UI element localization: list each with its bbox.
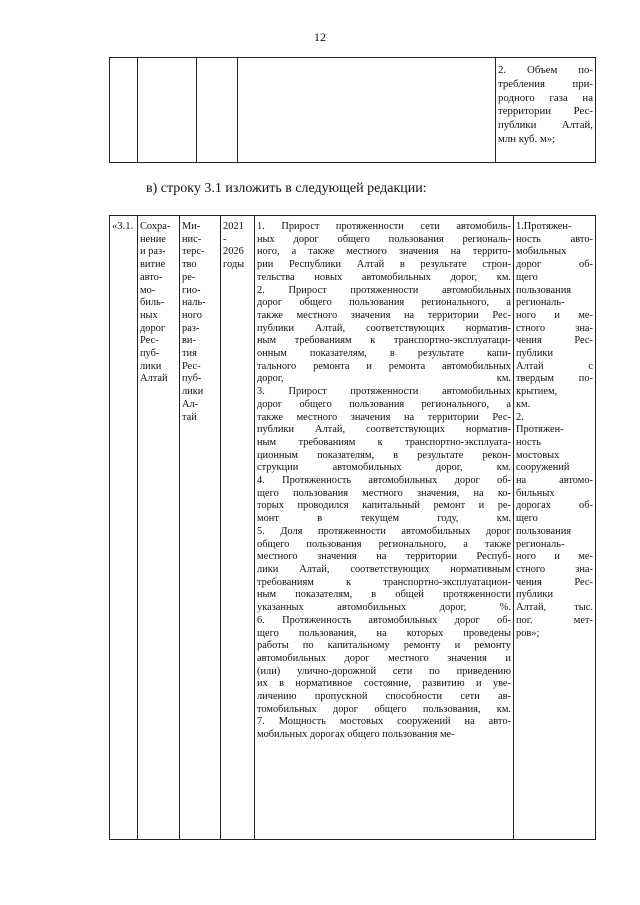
text-line: 2021	[223, 221, 244, 232]
text-line: дорог общего пользования регионального, а	[257, 398, 511, 410]
text-line: Алтай, тыс.	[516, 602, 593, 614]
text-line: (или) улично-дорожной сети по приведению	[257, 665, 511, 677]
executor-cell	[180, 216, 221, 840]
text-line: млн куб. м»;	[498, 132, 556, 145]
table-row	[110, 216, 596, 840]
indicators-text	[257, 221, 511, 742]
text-line: пуб-	[182, 373, 202, 385]
page-number: 12	[314, 30, 326, 44]
text-line: дорог об-	[516, 259, 593, 271]
text-line: терс-	[182, 246, 205, 258]
text-line: ность	[516, 436, 541, 448]
text-line: пользования	[516, 284, 572, 296]
row-number: «3.1.	[112, 221, 134, 232]
text-line: ре-	[182, 271, 196, 283]
text-line: тального ремонта и ремонта автомобильных	[257, 360, 511, 372]
table-cell	[238, 58, 496, 163]
text-line: -	[223, 233, 227, 245]
text-line: ного, а также местного значения на террито-	[257, 246, 511, 258]
text-line: мобильных дорогах общего пользования ме-	[257, 729, 455, 741]
text-line: 5. Доля протяженности автомобильных дорог	[257, 525, 511, 537]
text-line: ным требованиям к транспортно-эксплуатаци-	[257, 335, 511, 347]
text-line: чения Рес-	[516, 576, 593, 588]
text-line: требованиям к транспортно-эксплуатацион-	[257, 576, 511, 588]
text-line: и раз-	[140, 246, 166, 258]
text-line: монт в текущем году, км.	[257, 513, 511, 525]
text-line: тво	[182, 259, 197, 271]
text-line: бильных	[516, 487, 555, 499]
text-line: тия	[182, 348, 197, 360]
text-line: биль-	[140, 297, 165, 309]
text-line: 1. Прирост протяженности сети автомобиль-	[257, 221, 511, 232]
text-line: 6. Протяженность автомобильных дорог об-	[257, 614, 511, 626]
text-line: сооружений	[516, 462, 570, 474]
text-line: годы	[223, 259, 245, 271]
text-line: пользования	[516, 525, 572, 537]
text-line: работы по капитальному ремонту и ремонту	[257, 640, 511, 652]
text-line: публики	[516, 589, 554, 601]
text-line: также местного значения на территории Рес-	[257, 309, 511, 321]
text-line: общего пользования регионального, а также	[257, 538, 511, 550]
text-line: лики Алтай, соответствующих нормативным	[257, 563, 511, 575]
text-line: ного и ме-	[516, 309, 593, 321]
text-line: рии Республики Алтай в результате строи-	[257, 259, 511, 271]
text-line: щего пользования, на которых проведены	[257, 627, 511, 639]
text-line: Рес-	[140, 335, 159, 347]
text-line: дорог общего пользования регионального, а	[257, 297, 511, 309]
text-line: Ми-	[182, 221, 201, 232]
text-line: ным показателям, в общей протяженности	[257, 589, 511, 601]
text-line: их в нормативное состояние, развитию и уве-	[257, 678, 511, 690]
text-line: 2. Прирост протяженности автомобильных	[257, 284, 511, 296]
text-line: авто-	[140, 271, 163, 283]
text-line: ных дорог общего пользования региональ-	[257, 233, 511, 245]
executor-name	[182, 221, 218, 424]
table-row	[110, 58, 596, 163]
text-line: твердым по-	[516, 373, 593, 385]
program-name	[140, 221, 177, 386]
indicator-text	[498, 58, 593, 147]
main-table	[109, 215, 596, 840]
text-line: раз-	[182, 322, 200, 334]
table-cell	[110, 58, 138, 163]
text-line: также местного значения на территории Рес-	[257, 411, 511, 423]
text-line: щего	[516, 513, 538, 525]
text-line: дорог, км.	[257, 373, 511, 385]
text-line: нис-	[182, 233, 202, 245]
text-line: щего	[516, 271, 538, 283]
text-line: 2. Объем по-	[498, 64, 593, 76]
text-line: родного газа на	[498, 91, 593, 104]
period-cell	[221, 216, 255, 840]
text-line: публики Алтай, соответствующих норматив-	[257, 424, 511, 436]
text-line: стного зна-	[516, 563, 593, 575]
text-line: 7. Мощность мостовых сооружений на авто-	[257, 716, 511, 728]
text-line: ного	[182, 309, 202, 321]
text-line: гио-	[182, 284, 201, 296]
text-line: Протяжен-	[516, 424, 564, 436]
targets-text	[516, 221, 593, 640]
text-line: Ал-	[182, 398, 199, 410]
text-line: территории Рес-	[498, 105, 593, 118]
text-line: местного значения на территории Респуб-	[257, 551, 511, 563]
text-line: ным требованиям к транспортно-эксплуата-	[257, 436, 511, 448]
text-line: региональ-	[516, 538, 565, 550]
indicators-cell	[255, 216, 514, 840]
top-table	[109, 57, 596, 163]
name-cell	[138, 216, 180, 840]
intro-text: в) строку 3.1 изложить в следующей редакции:	[146, 181, 427, 196]
text-line: требления при-	[498, 77, 593, 90]
text-line: чения Рес-	[516, 335, 593, 347]
text-line: ного и ме-	[516, 551, 593, 563]
text-line: 1.Протяжен-	[516, 221, 572, 232]
text-line: указанных автомобильных дорог, %.	[257, 602, 511, 614]
text-line: публики Алтай, соответствующих норматив-	[257, 322, 511, 334]
text-line: региональ-	[516, 297, 565, 309]
text-line: щего пользования местного значения, на ко-	[257, 487, 511, 499]
text-line: ных	[140, 309, 158, 321]
text-line: км.	[516, 398, 531, 410]
text-line: автомобильных дорог местного значения и	[257, 652, 511, 664]
text-line: тай	[182, 411, 197, 423]
text-line: 3. Прирост протяженности автомобильных	[257, 386, 511, 398]
text-line: 2026	[223, 246, 244, 258]
text-line: торых проводился капитальный ремонт и ре-	[257, 500, 511, 512]
text-line: ность авто-	[516, 233, 593, 245]
text-line: дорогах об-	[516, 500, 593, 512]
text-line: лики	[182, 386, 204, 398]
text-line: ров»;	[516, 627, 540, 639]
text-line: пог. мет-	[516, 614, 593, 626]
text-line: томобильных дорог общего пользования, км.	[257, 703, 511, 715]
indicator-cell	[496, 58, 596, 163]
text-line: мостовых	[516, 449, 560, 461]
targets-cell	[514, 216, 596, 840]
text-line: 2.	[516, 411, 524, 423]
text-line: Рес-	[182, 360, 201, 372]
text-line: публики Алтай,	[498, 119, 593, 132]
text-line: публики	[516, 348, 554, 360]
table-cell	[138, 58, 197, 163]
text-line: струкции автомобильных дорог, км.	[257, 462, 511, 474]
row-number-cell	[110, 216, 138, 840]
text-line: наль-	[182, 297, 206, 309]
text-line: пуб-	[140, 348, 160, 360]
text-line: ви-	[182, 335, 196, 347]
text-line: на автомо-	[516, 475, 593, 487]
text-line: витие	[140, 259, 166, 271]
text-line: Сохра-	[140, 221, 171, 232]
text-line: стного зна-	[516, 322, 593, 334]
text-line: онным показателям, в результате капи-	[257, 348, 511, 360]
text-line: ционным показателям, в результате рекон-	[257, 449, 511, 461]
text-line: тельства новых автомобильных дорог, км.	[257, 271, 511, 283]
text-line: нение	[140, 233, 166, 245]
text-line: личению пропускной способности сети ав-	[257, 691, 511, 703]
table-cell	[197, 58, 238, 163]
period-text	[223, 221, 252, 272]
text-line: Алтай с	[516, 360, 593, 372]
text-line: мобильных	[516, 246, 567, 258]
text-line: лики	[140, 360, 162, 372]
text-line: крытием,	[516, 386, 558, 398]
text-line: мо-	[140, 284, 156, 296]
text-line: Алтай	[140, 373, 168, 385]
text-line: дорог	[140, 322, 166, 334]
text-line: 4. Протяженность автомобильных дорог об-	[257, 475, 511, 487]
